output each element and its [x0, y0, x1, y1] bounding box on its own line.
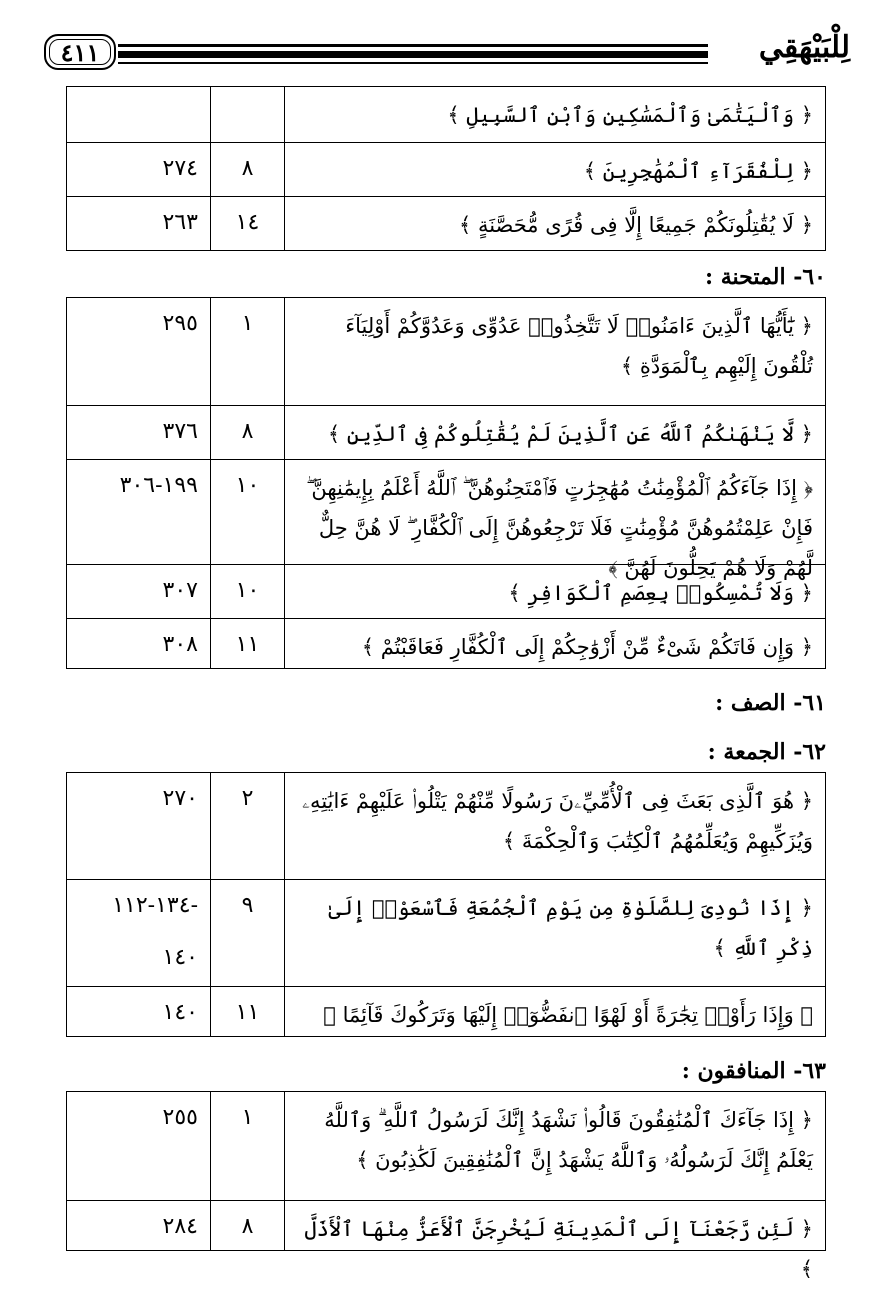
- verse-text: ﴿ إِذَا نُودِىَ لِلصَّلَوٰةِ مِن يَوْمِ ٱلْجُمُعَةِ فَٱسْعَوْا۟ إِلَىٰ ذِكْرِ ٱللَّهِ ﴾: [328, 896, 813, 960]
- page-refs: [67, 880, 211, 986]
- page-refs: [67, 619, 211, 668]
- table-row: [67, 986, 825, 1036]
- verse-number: ٢: [211, 773, 285, 879]
- header-rule: [118, 62, 708, 64]
- verse-text: ﴿ لَّا يَنْهَىٰكُمُ ٱللَّهُ عَنِ ٱلَّذِينَ لَمْ يُقَٰتِلُوكُمْ فِى ٱلدِّينِ ﴾: [327, 422, 813, 446]
- page-refs: [67, 1201, 211, 1250]
- page-ref: ٢٨٤: [162, 1214, 198, 1239]
- section-heading: ٦٠- المتحنة :: [704, 264, 826, 290]
- verse-number: ١٠: [211, 565, 285, 618]
- table-row: [67, 87, 825, 142]
- table-row: [67, 1200, 825, 1281]
- page-refs: [67, 1092, 211, 1200]
- verse-table: [66, 86, 826, 251]
- page-ref: ٣٧٦: [162, 419, 198, 444]
- page-refs: [67, 143, 211, 196]
- verse-number: ١١: [211, 987, 285, 1036]
- verse-number: [211, 87, 285, 142]
- page-ref: ٢٥٥: [162, 1105, 198, 1130]
- verse-number: ٨: [211, 406, 285, 459]
- verse-text: ﴿ هُوَ ٱلَّذِى بَعَثَ فِى ٱلْأُمِّيِّۦنَ رَسُولًا مِّنْهُمْ يَتْلُوا۟ عَلَيْهِمْ ءَايَٰتِهِۦ وَيُزَكِّيهِمْ وَيُعَلِّمُهُمُ ٱلْكِتَٰبَ وَٱلْحِكْمَةَ ﴾: [302, 789, 813, 853]
- verse-number: ٨: [211, 143, 285, 196]
- verse-text: ﴿ وَلَا تُمْسِكُوا۟ بِعِصَمِ ٱلْكَوَافِرِ ﴾: [508, 581, 813, 605]
- verse-table: [66, 297, 826, 669]
- table-row: [67, 564, 825, 618]
- verse-text: ﴿ إِذَا جَآءَكُمُ ٱلْمُؤْمِنَٰتُ مُهَٰجِرَٰتٍ فَٱمْتَحِنُوهُنَّ ۖ ٱللَّهُ أَعْلَمُ بِإِيمَٰنِهِنَّ ۖ فَإِنْ عَلِمْتُمُوهُنَّ مُؤْمِنَٰتٍ فَلَا تَرْجِعُوهُنَّ إِلَى ٱلْكُفَّارِ ۖ لَا هُنَّ حِلٌّ لَّهُمْ وَلَا هُمْ يَحِلُّونَ لَهُنَّ ﴾: [306, 476, 813, 580]
- verse-text: ﴿ وَإِن فَاتَكُمْ شَىْءٌ مِّنْ أَزْوَٰجِكُمْ إِلَى ٱلْكُفَّارِ فَعَاقَبْتُمْ ﴾: [361, 635, 813, 659]
- page-ref: ٢٩٥: [162, 311, 198, 336]
- page-refs: [67, 773, 211, 879]
- verse-number: ١٠: [211, 460, 285, 564]
- verse-number: ١٤: [211, 197, 285, 250]
- verse-text: ﴿ لَا يُقَٰتِلُونَكُمْ جَمِيعًا إِلَّا فِى قُرًى مُّحَصَّنَةٍ ﴾: [458, 213, 813, 237]
- verse-table: [66, 772, 826, 1037]
- verse-text: ﴿ إِذَا جَآءَكَ ٱلْمُنَٰفِقُونَ قَالُوا۟ نَشْهَدُ إِنَّكَ لَرَسُولُ ٱللَّهِ ۗ وَٱللَّهُ يَعْلَمُ إِنَّكَ لَرَسُولُهُۥ وَٱللَّهُ يَشْهَدُ إِنَّ ٱلْمُنَٰفِقِينَ لَكَٰذِبُونَ ﴾: [324, 1108, 813, 1172]
- verse-text: ﴿ لِلْفُقَرَآءِ ٱلْمُهَٰجِرِينَ ﴾: [583, 159, 813, 183]
- page-refs: [67, 987, 211, 1036]
- book-title: لِلْبَيْهَقِي: [758, 30, 850, 65]
- table-row: [67, 405, 825, 459]
- verse-text: ﴿ وَٱلْيَتَٰمَىٰ وَٱلْمَسَٰكِينِ وَٱبْنِ ٱلسَّبِيلِ ﴾: [447, 103, 813, 127]
- verse-number: ٨: [211, 1201, 285, 1250]
- section-heading: ٦٣- المنافقون :: [681, 1058, 826, 1084]
- page-refs: [67, 298, 211, 405]
- verse-table: [66, 1091, 826, 1281]
- page-ref: ٣٠٨: [162, 632, 198, 657]
- page-refs: [67, 460, 211, 564]
- page-ref: ١٤٠: [162, 945, 198, 970]
- verse-text: ﴿ وَإِذَا رَأَوْا۟ تِجَٰرَةً أَوْ لَهْوًا ٱنفَضُّوٓا۟ إِلَيْهَا وَتَرَكُوكَ قَآئِمًا ﴾: [323, 1003, 813, 1027]
- table-row: [67, 879, 825, 986]
- page-refs: [67, 565, 211, 618]
- verse-number: ١١: [211, 619, 285, 668]
- header-rule: [118, 44, 708, 47]
- table-row: [67, 1092, 825, 1200]
- page-refs: [67, 87, 211, 142]
- table-row: [67, 459, 825, 580]
- table-row: [67, 773, 825, 879]
- page-ref: ٢٧٤: [162, 156, 198, 181]
- page-ref: ٣٠٧: [162, 578, 198, 603]
- page-number: ٤١١: [44, 34, 116, 70]
- page-refs: [67, 406, 211, 459]
- header-rule: [118, 51, 708, 58]
- page-ref: ١٩٩-٣٠٦: [119, 473, 198, 498]
- table-row: [67, 142, 825, 196]
- verse-number: ١: [211, 298, 285, 405]
- page-ref: ٢٧٠: [162, 786, 198, 811]
- table-row: [67, 298, 825, 405]
- page-ref: -١٣٤-١١٢: [112, 893, 198, 918]
- table-row: [67, 196, 825, 250]
- page-ref: ١٤٠: [162, 1000, 198, 1025]
- section-heading: ٦٢- الجمعة :: [707, 739, 826, 765]
- verse-number: ٩: [211, 880, 285, 986]
- page-header: [0, 0, 892, 86]
- table-row: [67, 618, 825, 668]
- verse-text: ﴿ يَٰٓأَيُّهَا ٱلَّذِينَ ءَامَنُوا۟ لَا تَتَّخِذُوا۟ عَدُوِّى وَعَدُوَّكُمْ أَوْلِيَآءَ تُلْقُونَ إِلَيْهِم بِٱلْمَوَدَّةِ ﴾: [345, 314, 813, 378]
- verse-text: ﴿ لَئِن رَّجَعْنَآ إِلَى ٱلْمَدِينَةِ لَيُخْرِجَنَّ ٱلْأَعَزُّ مِنْهَا ٱلْأَذَلَّ ﴾: [304, 1217, 813, 1281]
- page-refs: [67, 197, 211, 250]
- page-ref: ٢٦٣: [162, 210, 198, 235]
- verse-number: ١: [211, 1092, 285, 1200]
- section-heading: ٦١- الصف :: [715, 690, 826, 716]
